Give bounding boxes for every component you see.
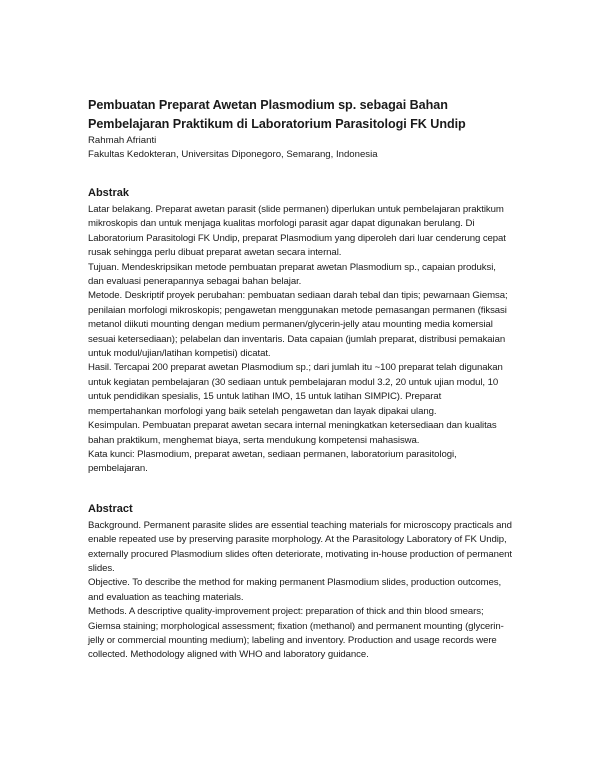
abstrak-methods: Metode. Deskriptif proyek perubahan: pembuatan sediaan darah tebal dan tipis; pewarnaan Giemsa; penilaian morfologi mikroskopis; pengawetan menggunakan metode pemasangan permanen (fiksasi metanol diikuti mounting dengan medium permanen/glycerin-jelly atau mounting media komersial sesuai ketersediaan); pelabelan dan inventaris. Data capaian (jumlah preparat, distribusi pemakaian untuk modul/ujian/latihan kompetisi) dicatat. [88, 290, 508, 360]
abstrak-conclusion: Kesimpulan. Pembuatan preparat awetan secara internal meningkatkan ketersediaan dan kualitas bahan praktikum, menghemat biaya, serta mendukung kompetensi mahasiswa. [88, 420, 497, 446]
paper-title-line-1: Pembuatan Preparat Awetan Plasmodium sp. sebagai Bahan [88, 98, 448, 112]
author-affiliation: Fakultas Kedokteran, Universitas Diponegoro, Semarang, Indonesia [88, 149, 378, 160]
abstrak-background: Latar belakang. Preparat awetan parasit (slide permanen) diperlukan untuk pembelajaran praktikum mikroskopis dan untuk menjaga kualitas morfologi parasit agar dapat digunakan berulang. Di Laboratorium Parasitologi FK Undip, preparat Plasmodium yang diperoleh dari luar cenderung cepat rusak sehingga perlu dibuat preparat awetan secara internal. [88, 204, 506, 259]
paper-content [88, 96, 514, 663]
abstrak-section [88, 186, 514, 477]
paper-title-line-2: Pembelajaran Praktikum di Laboratorium Parasitologi FK Undip [88, 117, 466, 131]
abstract-background: Background. Permanent parasite slides are essential teaching materials for microscopy practicals and enable repeated use by preserving parasite morphology. At the Parasitology Laboratory of FK Undip, externally procured Plasmodium slides often deteriorate, motivating in-house production of permanent slides. [88, 519, 512, 574]
abstract-objective: Objective. To describe the method for making permanent Plasmodium slides, production outcomes, and evaluation as teaching materials. [88, 577, 502, 603]
abstract-methods: Methods. A descriptive quality-improvement project: preparation of thick and thin blood smears; Giemsa staining; morphological assessment; fixation (methanol) and permanent mounting (glycerin-jelly or commercial mounting medium); labeling and inventory. Production and usage records were collected. Methodology aligned with WHO and laboratory guidance. [88, 606, 504, 661]
abstract-heading: Abstract [88, 502, 133, 515]
abstrak-objective: Tujuan. Mendeskripsikan metode pembuatan preparat awetan Plasmodium sp., capaian produksi, dan evaluasi penerapannya sebagai bahan belajar. [88, 261, 496, 288]
abstract-section [88, 502, 514, 663]
abstrak-results: Hasil. Tercapai 200 preparat awetan Plasmodium sp.; dari jumlah itu ~100 preparat telah digunakan untuk kegiatan pembelajaran (30 sediaan untuk pembelajaran modul 3.2, 20 untuk ujian modul, 10 untuk pendidikan spesialis, 15 untuk latihan IMO, 15 untuk latihan SIMPIC). Preparat mempertahankan morfologi yang baik setelah pengawetan dan layak dipakai ulang. [88, 362, 503, 417]
abstrak-keywords: Kata kunci: Plasmodium, preparat awetan, sediaan permanen, laboratorium parasitologi, pembelajaran. [88, 448, 457, 475]
author-name: Rahmah Afrianti [88, 135, 157, 146]
abstrak-heading: Abstrak [88, 187, 129, 199]
